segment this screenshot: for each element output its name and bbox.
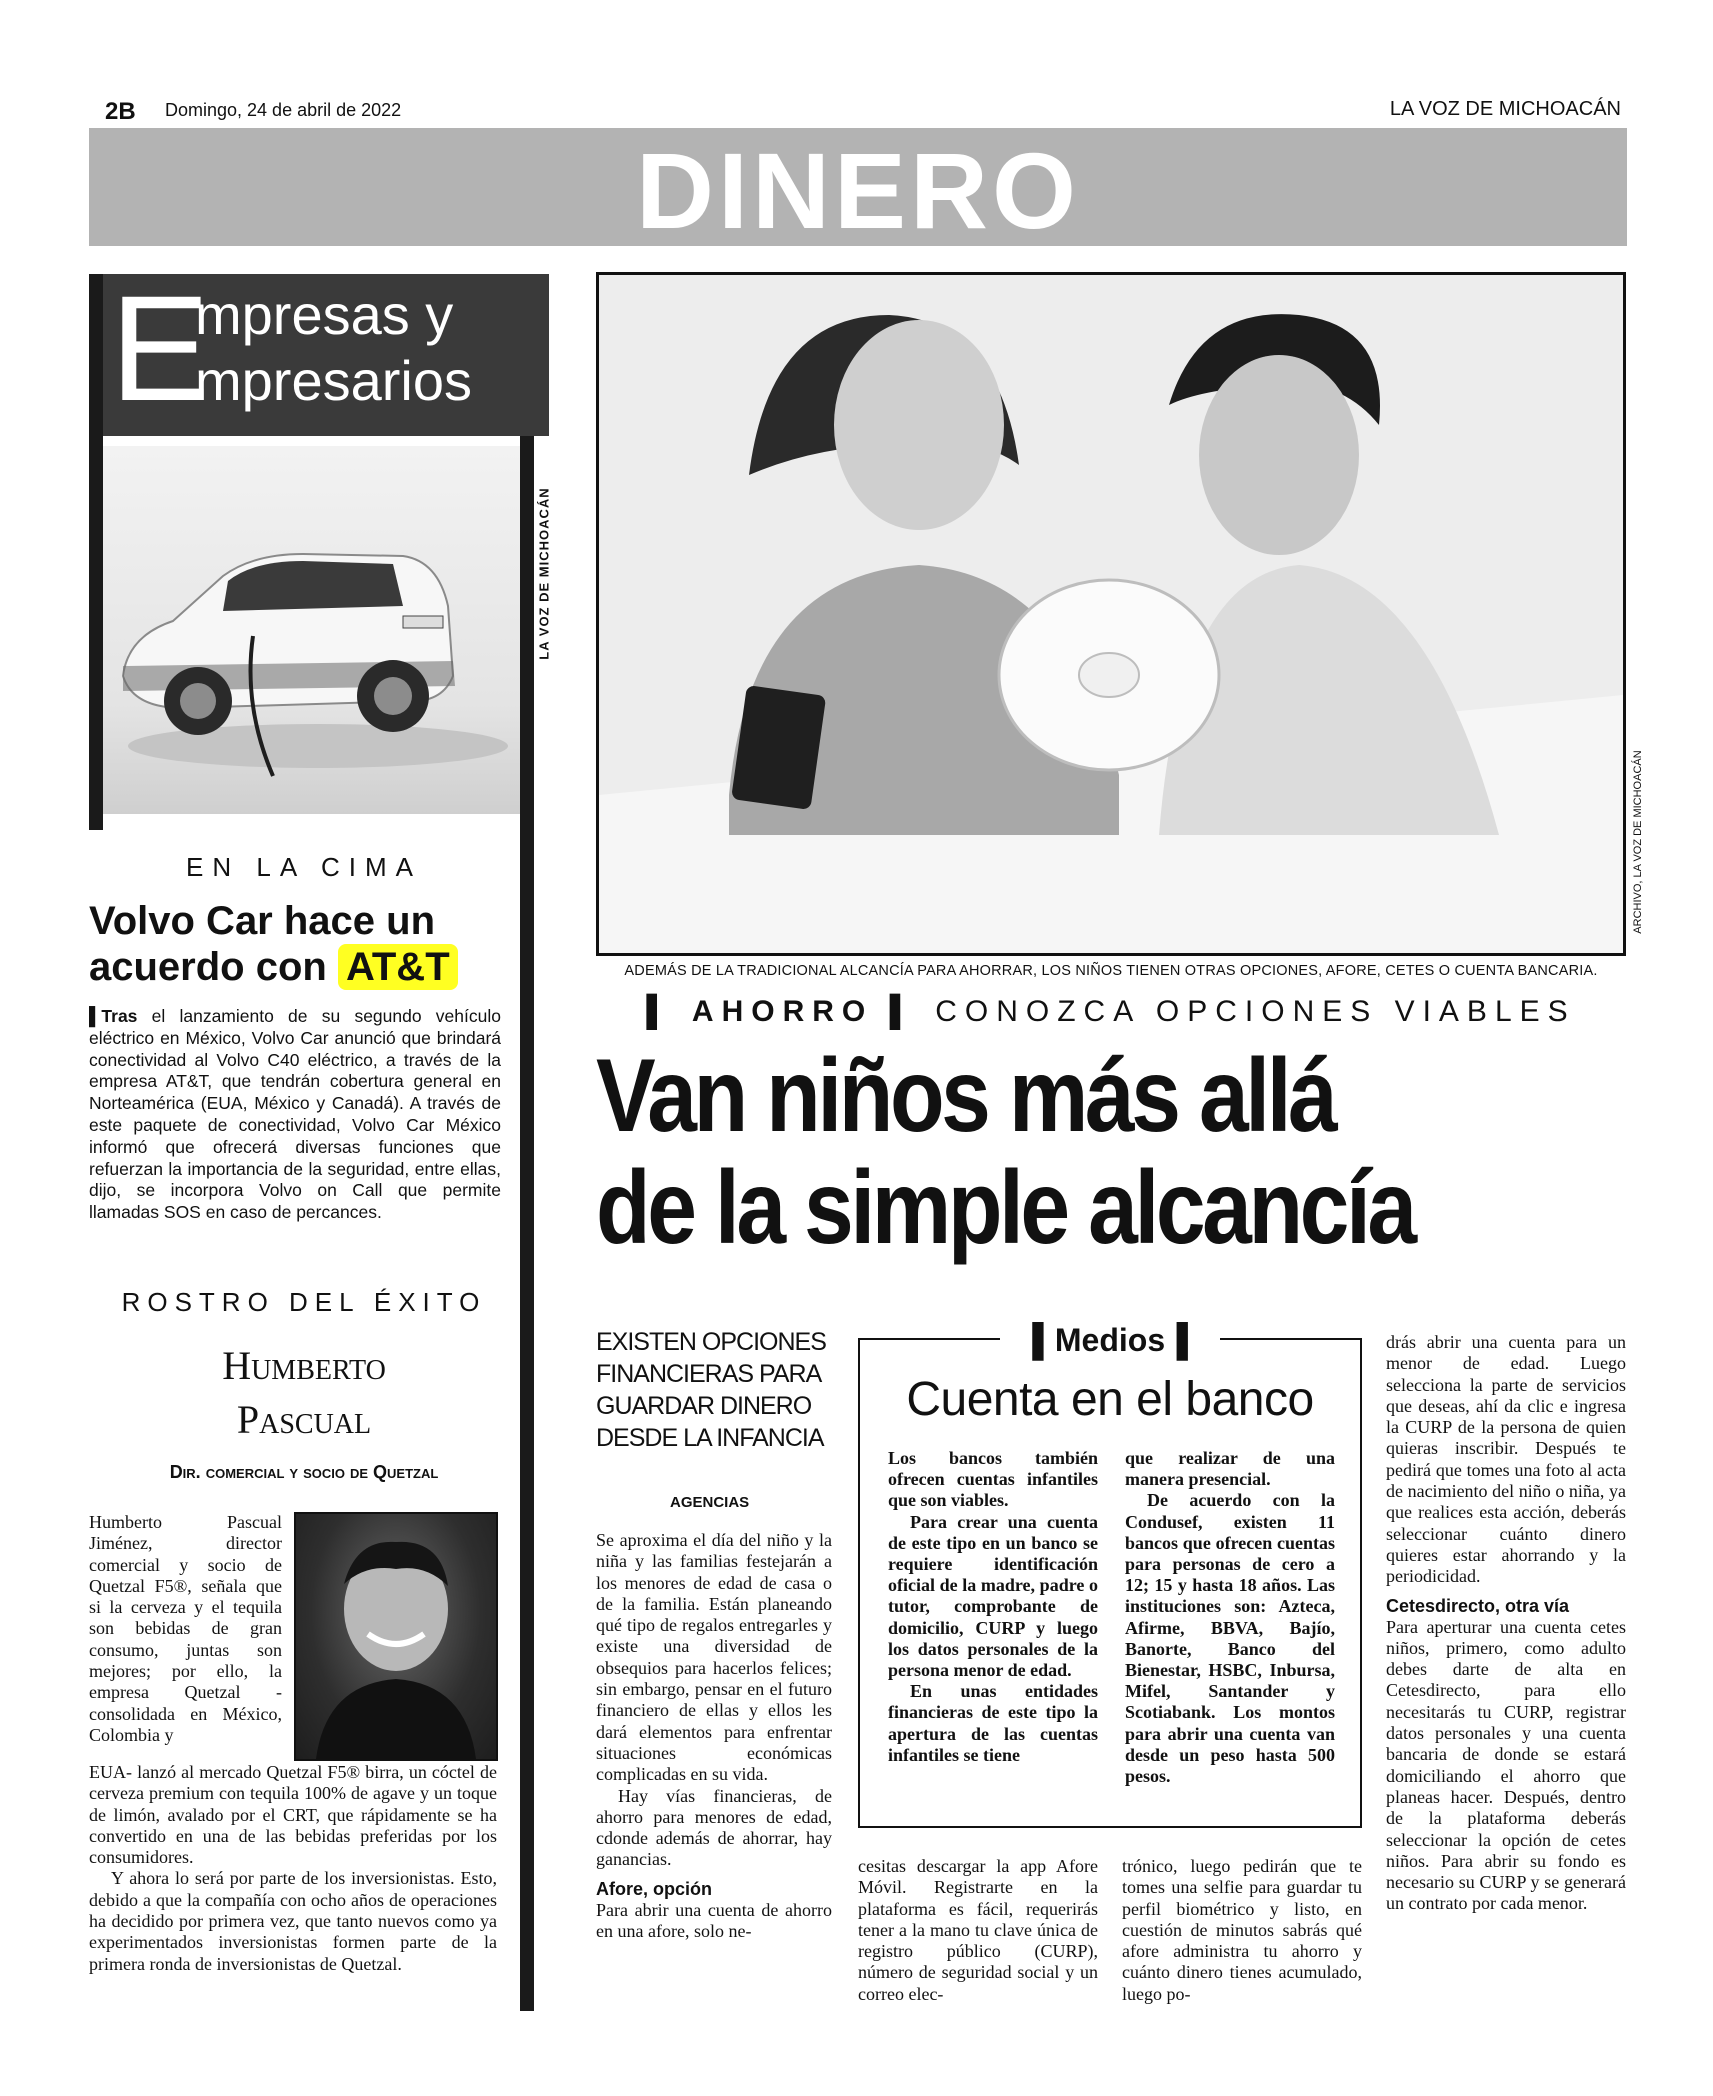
publication-name: LA VOZ DE MICHOACÁN [1389, 98, 1621, 120]
car-photo [103, 446, 520, 814]
paragraph: Y ahora lo será por parte de los inversionistas. Esto, debido a que la compañía con ocho años de operaciones ha decidido por primera vez, que tanto nuevos como ya experimentados inversionistas formen parte de la primera ronda de inversionistas de Quetzal. [89, 1868, 497, 1974]
page-number: 2B [105, 98, 136, 125]
paragraph: Hay vías financieras, de ahorro para menores de edad, cdonde además de ahorrar, hay ganancias. [596, 1785, 832, 1870]
section-title: DINERO [635, 130, 1081, 251]
story-column-4 [1386, 1332, 1626, 1915]
kicker-en-la-cima: EN LA CIMA [186, 852, 422, 882]
paragraph: que realizar de una manera presencial. [1125, 1448, 1335, 1490]
headline-volvo-line1: Volvo Car hace un [89, 899, 436, 943]
column-divider [520, 436, 534, 2011]
story-dek: EXISTEN OPCIONES FINANCIERAS PARA GUARDAR DINERO DESDE LA INFANCIA [596, 1328, 826, 1452]
column-title-initial: E [110, 264, 211, 432]
profile-name-line2: Pascual [236, 1397, 372, 1442]
paragraph: Para crear una cuenta de este tipo en un banco se requiere identificación oficial de la madre, padre o tutor, comprobante de domicilio, CURP y luego los datos personales de la persona menor de edad. [888, 1511, 1098, 1681]
subhead-cetesdirecto: Cetesdirecto, otra vía [1386, 1595, 1570, 1616]
photo-caption: ADEMÁS DE LA TRADICIONAL ALCANCÍA PARA AHORRAR, LOS NIÑOS TIENEN OTRAS OPCIONES, AFORE, CETES O CUENTA BANCARIA. [624, 963, 1598, 979]
column-title-line1: mpresas y [195, 283, 454, 346]
story-kicker: ▌ AHORRO ▌ CONOZCA OPCIONES VIABLES [646, 995, 1576, 1028]
kicker-rostro-del-exito: ROSTRO DEL ÉXITO [121, 1287, 487, 1317]
story-column-1 [596, 1530, 832, 1942]
paragraph: Los bancos también ofrecen cuentas infantiles que son viables. [888, 1448, 1098, 1511]
paragraph: De acuerdo con la Condusef, existen 11 bancos que ofrecen cuentas para personas de cero a 12; 15 y hasta 18 años. Las instituciones son: Azteca, Afirme, BBVA, Bajío, Banorte, Banco del Bienestar, HSBC, Inbursa, Mifel, Santander y Scotiabank. Los montos para abrir una cuenta van desde un peso hasta 500 pesos. [1125, 1490, 1335, 1787]
headline-line2: de la simple alcancía [596, 1150, 1414, 1266]
volvo-article-body: ▌Tras el lanzamiento de su segundo vehículo eléctrico en México, Volvo Car anunció que brindará conectividad al Volvo C40 eléctrico, a través de la empresa AT&T, que tendrán cobertura general en Norteamérica (EUA, México y Canadá). A través de este paquete de conectividad, Volvo Car México informó que ofrecerá diversas funciones que refuerzan la importancia de la seguridad, entre ellas, dijo, se incorpora Volvo on Call que permite llamadas SOS en caso de percances. [89, 1006, 501, 1223]
story-column-2: cesitas descargar la app Afore Móvil. Registrarte en la plataforma es fácil, requerirás tener a la mano tu clave única de registro público (CURP), número de seguridad social y un correo elec- [858, 1856, 1098, 2004]
sidebar-column-2 [1125, 1448, 1335, 1787]
sidebar-title: Cuenta en el banco [906, 1373, 1314, 1426]
page-date: Domingo, 24 de abril de 2022 [165, 100, 402, 120]
main-photo-credit: ARCHIVO, LA VOZ DE MICHOACÁN [1632, 750, 1644, 934]
highlight-att: AT&T [338, 944, 458, 990]
profile-role: Dir. comercial y socio de Quetzal [169, 1462, 439, 1482]
profile-body-bottom [89, 1762, 497, 1975]
headline-volvo-line2: acuerdo con AT&T [89, 944, 458, 990]
paragraph: Se aproxima el día del niño y la niña y las familias festejarán a los menores de edad de casa o de la familia. Están planeando qué tipo de regalos entregarles y existe una diversidad de obsequios para hacerlos felices; sin embargo, pensar en el futuro financiero de ellas y ellos les dará elementos para enfrentar situaciones económicas complicadas en su vida. [596, 1530, 832, 1785]
subhead-afore: Afore, opción [596, 1878, 712, 1899]
sidebar-label: ▌Medios▐ [1000, 1322, 1220, 1359]
paragraph: Para abrir una cuenta de ahorro en una afore, solo ne- [596, 1899, 832, 1942]
lead-word: ▌Tras [89, 1006, 138, 1026]
profile-name-line1: Humberto [222, 1343, 386, 1388]
paragraph: Para aperturar una cuenta cetes niños, primero, como adulto debes darte de alta en Cetesdirecto, para ello necesitarás tu CURP, registrar datos personales y una cuenta bancaria de donde se estará domiciliando el ahorro que planeas hacer. Después, dentro de la plataforma deberás seleccionar la opción de cetes niños. Para abrir su fondo es necesario su CURP y se generará un contrato por cada menor. [1386, 1616, 1626, 1914]
portrait-photo [294, 1512, 498, 1761]
paragraph: En unas entidades financieras de este tipo la apertura de las cuentas infantiles se tiene [888, 1681, 1098, 1765]
column-title-line2: mpresarios [195, 349, 472, 412]
story-column-3: trónico, luego pedirán que te tomes una selfie para guardar tu perfil biométrico y listo, en cuestión de minutos sabrás qué afore administra tu ahorro y cuánto dinero tienes acumulado, luego po- [1122, 1856, 1362, 2004]
headline-line1: Van niños más allá [596, 1038, 1335, 1154]
byline: AGENCIAS [670, 1494, 750, 1511]
profile-body-top: Humberto Pascual Jiménez, director comercial y socio de Quetzal F5®, señala que si la cerveza y el tequila son bebidas de gran consumo, juntas son mejores; por ello, la empresa Quetzal - consolidada en México, Colombia y [89, 1512, 282, 1745]
left-frame-bar [89, 274, 103, 830]
photo-credit: LA VOZ DE MICHOACÁN [536, 487, 552, 660]
main-headline [596, 1040, 1490, 1264]
main-photo [596, 272, 1626, 956]
sidebar-column-1 [888, 1448, 1098, 1766]
paragraph: drás abrir una cuenta para un menor de edad. Luego selecciona la parte de servicios que deseas, ahí da clic e ingresa la CURP de la persona de quien quieras inscribir. Después te pedirá que tomes una foto al acta de nacimiento del niño o niña, ya que realices esta acción, deberás seleccionar cuánto dinero quieres estar ahorrando y la periodicidad. [1386, 1332, 1626, 1587]
paragraph: EUA- lanzó al mercado Quetzal F5® birra, un cóctel de cerveza premium con tequila 100% de agave y un toque de limón, avalado por el CRT, que rápidamente se ha convertido en una de las bebidas preferidas por los consumidores. [89, 1762, 497, 1868]
